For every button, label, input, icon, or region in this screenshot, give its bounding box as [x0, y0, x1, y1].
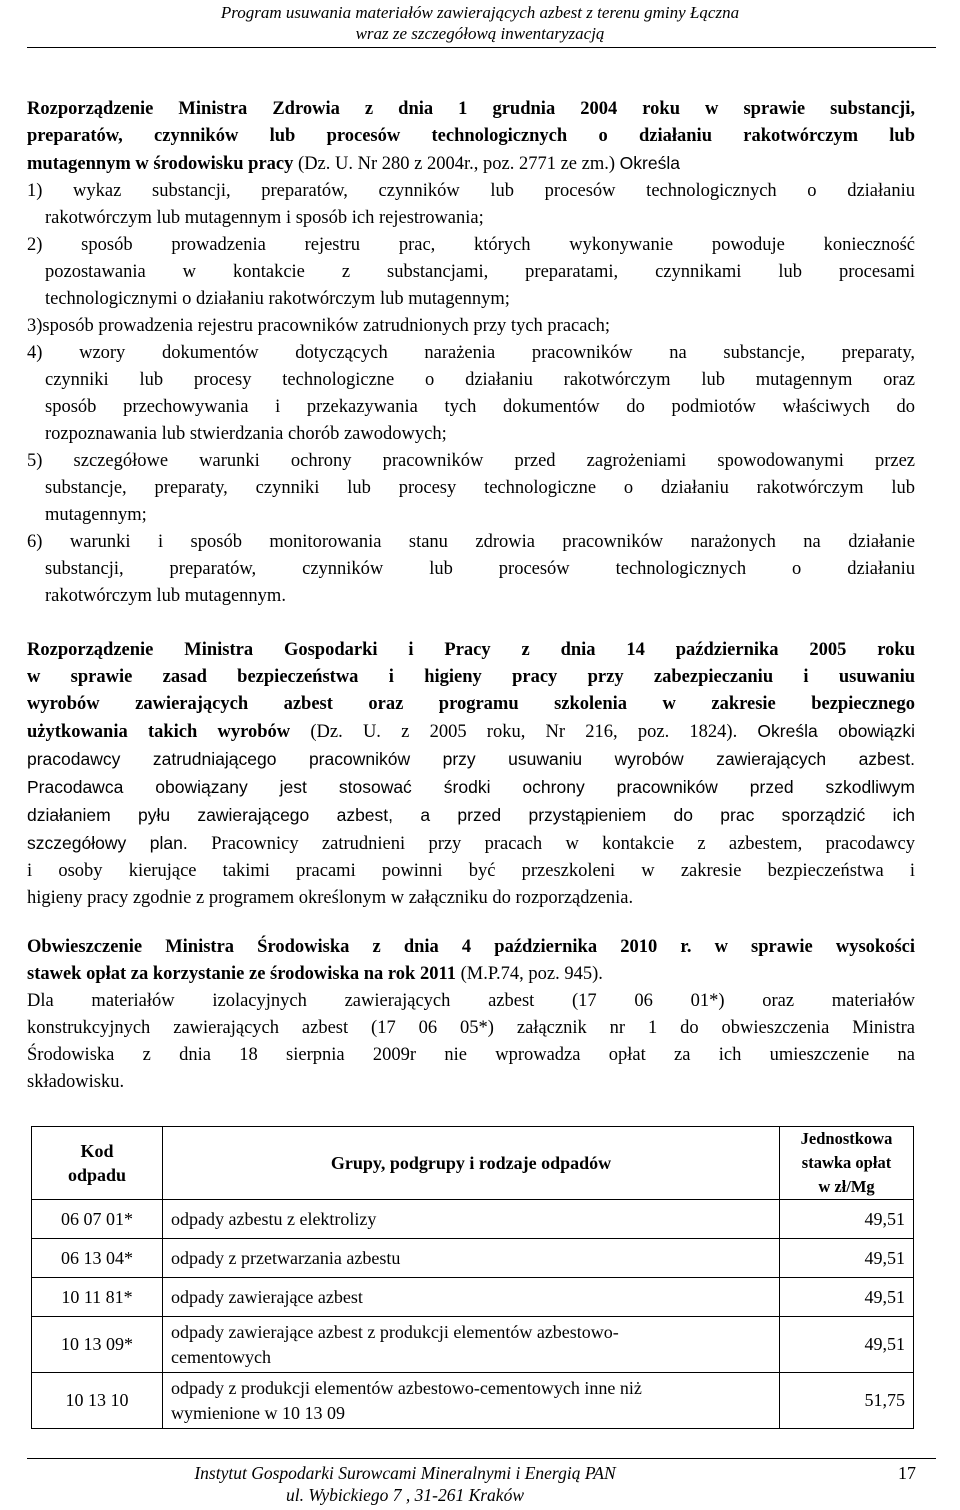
footer-rule: [27, 1458, 936, 1459]
header-line-2: wraz ze szczegółową inwentaryzacją: [355, 24, 605, 43]
list-item-4-cont: [27, 421, 915, 448]
legal-reference: (Dz. U. z 2005 roku, Nr 216, poz. 1824).: [290, 722, 758, 742]
waste-fee-table: [31, 1126, 914, 1429]
paragraph-text: Określa: [619, 153, 680, 173]
header-text: w zł/Mg: [818, 1177, 875, 1196]
running-header: [0, 2, 960, 44]
header-text: Kod: [80, 1141, 114, 1161]
header-cell-group: [163, 1127, 780, 1200]
cell-description: [163, 1317, 780, 1373]
paragraph-line: [27, 830, 915, 858]
list-item-text: sposób przechowywania i przekazywania tych dokumentów do podmiotów właściwych do: [45, 397, 915, 417]
paragraph-line: [27, 1042, 915, 1069]
legal-reference: (Dz. U. Nr 280 z 2004r., poz. 2771 ze zm.): [293, 154, 620, 174]
list-item-text: 4) wzory dokumentów dotyczących narażenia pracowników na substancje, preparaty,: [27, 343, 915, 363]
list-item-text: substancje, preparaty, czynniki lub procesy technologiczne o działaniu rakotwórczym lub: [45, 478, 915, 498]
cell-code: 06 07 01*: [32, 1200, 163, 1239]
section-title-text: użytkowania takich wyrobów: [27, 722, 291, 742]
header-cell-rate: [780, 1127, 914, 1200]
section-title-line: [27, 123, 915, 150]
cell-rate: 49,51: [780, 1317, 914, 1373]
list-item-text: substancji, preparatów, czynników lub procesów technologicznych o działaniu: [45, 559, 915, 579]
section-title-line: [27, 718, 915, 746]
table-row: [32, 1239, 914, 1278]
paragraph-text: składowisku.: [27, 1072, 125, 1092]
cell-description: odpady z przetwarzania azbestu: [163, 1239, 780, 1278]
section-title-line: [27, 96, 915, 123]
list-item-text: 6) warunki i sposób monitorowania stanu zdrowia pracowników narażonych na działanie: [27, 532, 915, 552]
section-regulation-economy: [27, 637, 915, 912]
list-item-text: 1) wykaz substancji, preparatów, czynników lub procesów technologicznych o działaniu: [27, 181, 915, 201]
paragraph-text: szczegółowy plan.: [27, 833, 212, 853]
section-title-text: Rozporządzenie Ministra Zdrowia z dnia 1 grudnia 2004 roku w sprawie substancji,: [27, 99, 915, 119]
cell-description: odpady azbestu z elektrolizy: [163, 1200, 780, 1239]
paragraph-line: [27, 1069, 915, 1096]
paragraph-text: Pracodawca obowiązany jest stosować środki ochrony pracowników przed szkodliwym: [27, 777, 915, 797]
list-item-1: [27, 178, 915, 205]
paragraph-text: działaniem pyłu zawierającego azbest, a przed przystąpieniem do prac sporządzić ich: [27, 805, 915, 825]
list-item-text: mutagennym;: [45, 505, 147, 525]
list-item-text: 5) szczegółowe warunki ochrony pracowników przed zagrożeniami spowodowanymi przez: [27, 451, 915, 471]
section-title-line: [27, 150, 915, 178]
paragraph-text: pracodawcy zatrudniającego pracowników przy usuwaniu wyrobów zawierających azbest.: [27, 749, 915, 769]
cell-rate: 49,51: [780, 1278, 914, 1317]
cell-rate: 49,51: [780, 1200, 914, 1239]
header-text: stawka opłat: [801, 1153, 892, 1172]
paragraph-line: [27, 802, 915, 830]
legal-reference: (M.P.74, poz. 945).: [455, 964, 603, 984]
list-item-6-cont: [27, 556, 915, 583]
section-title-line: [27, 961, 915, 988]
table-row: [32, 1317, 914, 1373]
list-item-text: rozpoznawania lub stwierdzania chorób zawodowych;: [45, 424, 447, 444]
section-title-line: [27, 637, 915, 664]
list-item-text: czynniki lub procesy technologiczne o działaniu rakotwórczym lub mutagennym oraz: [45, 370, 915, 390]
paragraph-line: [27, 885, 915, 912]
list-item-4-cont: [27, 367, 915, 394]
list-item-text: rakotwórczym lub mutagennym i sposób ich rejestrowania;: [45, 208, 484, 228]
cell-rate: 49,51: [780, 1239, 914, 1278]
header-text: Grupy, podgrupy i rodzaje odpadów: [330, 1153, 612, 1173]
section-title-text: mutagennym w środowisku pracy: [27, 154, 294, 174]
section-regulation-health: [27, 96, 915, 610]
section-title-line: [27, 664, 915, 691]
section-title-text: w sprawie zasad bezpieczeństwa i higieny pracy przy zabezpieczaniu i usuwaniu: [27, 667, 915, 687]
list-item-text: rakotwórczym lub mutagennym.: [45, 586, 286, 606]
page-number: 17: [898, 1463, 916, 1483]
table-row: [32, 1373, 914, 1429]
paragraph-text: Pracownicy zatrudnieni przy pracach w kontakcie z azbestem, pracodawcy: [211, 834, 915, 854]
section-title-line: [27, 691, 915, 718]
section-title-text: preparatów, czynników lub procesów technologicznych o działaniu rakotwórczym lub: [27, 126, 915, 146]
list-item-4-cont: [27, 394, 915, 421]
list-item-text: technologicznymi o działaniu rakotwórczym lub mutagennym;: [45, 289, 510, 309]
list-item-1-cont: [27, 205, 915, 232]
header-text: odpadu: [67, 1165, 127, 1185]
list-item-text: 3)sposób prowadzenia rejestru pracowników zatrudnionych przy tych pracach;: [27, 316, 611, 336]
footer-line-2: ul. Wybickiego 7 , 31-261 Kraków: [285, 1485, 524, 1505]
list-item-6-cont: [27, 583, 915, 610]
paragraph-text: Określa obowiązki: [757, 721, 916, 741]
list-item-5-cont: [27, 502, 915, 529]
section-title-text: wyrobów zawierających azbest oraz programu szkolenia w zakresie bezpiecznego: [27, 694, 915, 714]
cell-rate: 51,75: [780, 1373, 914, 1429]
header-cell-code: [32, 1127, 163, 1200]
section-announcement-environment: [27, 934, 915, 1096]
paragraph-line: [27, 988, 915, 1015]
cell-code: 10 11 81*: [32, 1278, 163, 1317]
cell-code: 10 13 09*: [32, 1317, 163, 1373]
list-item-6: [27, 529, 915, 556]
list-item-2-cont: [27, 259, 915, 286]
paragraph-line: [27, 746, 915, 774]
section-title-text: Rozporządzenie Ministra Gospodarki i Pracy z dnia 14 października 2005 roku: [27, 640, 915, 660]
list-item-text: 2) sposób prowadzenia rejestru prac, których wykonywanie powoduje konieczność: [27, 235, 915, 255]
list-item-2: [27, 232, 915, 259]
list-item-3: [27, 313, 915, 340]
list-item-text: pozostawania w kontakcie z substancjami, preparatami, czynnikami lub procesami: [45, 262, 915, 282]
table-row: [32, 1200, 914, 1239]
footer-line-1: Instytut Gospodarki Surowcami Mineralnymi i Energią PAN: [194, 1463, 616, 1483]
paragraph-text: i osoby kierujące takimi pracami powinni być przeszkoleni w zakresie bezpieczeństwa i: [27, 861, 915, 881]
cell-code: 06 13 04*: [32, 1239, 163, 1278]
cell-description-line: cementowych: [171, 1346, 271, 1367]
paragraph-line: [27, 774, 915, 802]
table-header-row: [32, 1127, 914, 1200]
section-title-text: stawek opłat za korzystanie ze środowiska na rok 2011: [27, 964, 456, 984]
list-item-2-cont: [27, 286, 915, 313]
header-rule: [27, 47, 936, 48]
cell-description-line: odpady z produkcji elementów azbestowo-cementowych inne niż: [171, 1377, 642, 1398]
paragraph-text: Środowiska z dnia 18 sierpnia 2009r nie wprowadza opłat za ich umieszczenie na: [27, 1045, 915, 1065]
list-item-5: [27, 448, 915, 475]
cell-description-line: odpady zawierające azbest z produkcji elementów azbestowo-: [171, 1321, 619, 1342]
cell-description-line: wymienione w 10 13 09: [171, 1402, 345, 1423]
paragraph-line: [27, 858, 915, 885]
header-line-1: Program usuwania materiałów zawierających azbest z terenu gminy Łączna: [220, 3, 740, 22]
cell-code: 10 13 10: [32, 1373, 163, 1429]
list-item-4: [27, 340, 915, 367]
list-item-5-cont: [27, 475, 915, 502]
running-footer: [0, 1462, 810, 1506]
paragraph-text: Dla materiałów izolacyjnych zawierających azbest (17 06 01*) oraz materiałów: [27, 991, 915, 1011]
paragraph-line: [27, 1015, 915, 1042]
section-title-line: [27, 934, 915, 961]
cell-description: [163, 1373, 780, 1429]
table-row: [32, 1278, 914, 1317]
section-title-text: Obwieszczenie Ministra Środowiska z dnia 4 października 2010 r. w sprawie wysokości: [27, 937, 915, 957]
paragraph-text: konstrukcyjnych zawierających azbest (17 06 05*) załącznik nr 1 do obwieszczenia Ministra: [27, 1018, 915, 1038]
header-text: Jednostkowa: [800, 1129, 893, 1148]
paragraph-text: higieny pracy zgodnie z programem określonym w załączniku do rozporządzenia.: [27, 888, 634, 908]
cell-description: odpady zawierające azbest: [163, 1278, 780, 1317]
